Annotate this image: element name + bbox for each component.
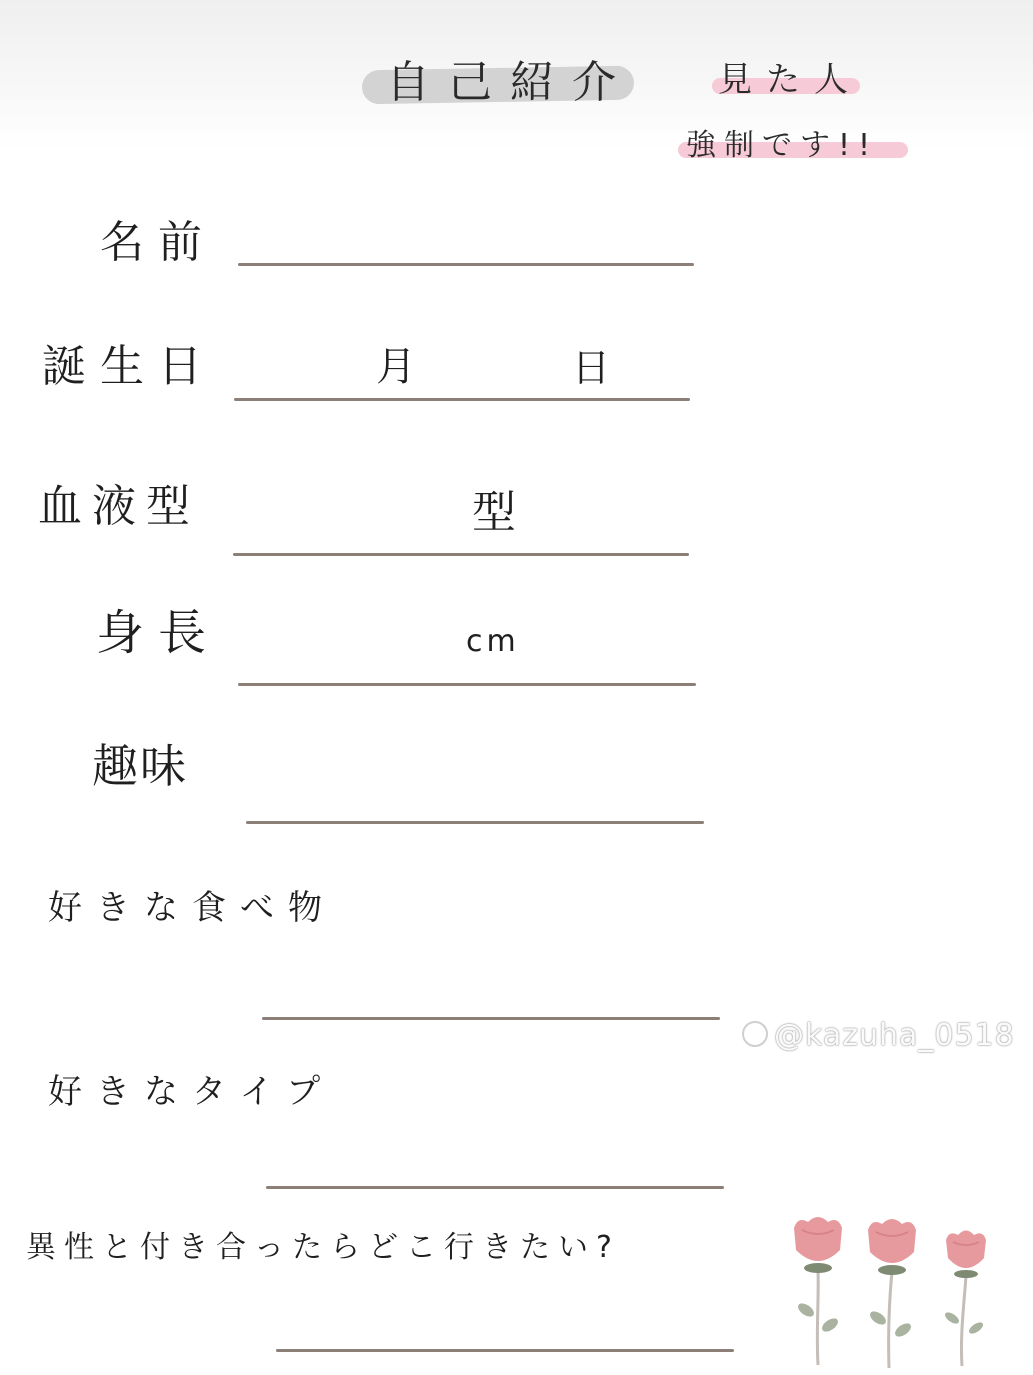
blood-type-line[interactable] [233, 553, 689, 556]
date-place-label: 異性と付き合ったらどこ行きたい? [26, 1230, 620, 1265]
hobby-line[interactable] [246, 821, 704, 824]
blood-type-label: 血液型 [38, 481, 200, 532]
rose-flowers-illustration [788, 1210, 998, 1370]
flower-right [943, 1231, 986, 1367]
name-line[interactable] [238, 263, 694, 266]
height-line[interactable] [238, 683, 696, 686]
page-title [362, 40, 634, 110]
flower-left [794, 1217, 842, 1365]
birthday-day-label: 日 [572, 346, 611, 390]
height-unit: cm [466, 624, 520, 659]
flower-middle [868, 1219, 916, 1368]
note-mandatory [686, 120, 878, 164]
watermark [742, 1018, 1015, 1053]
blood-type-suffix: 型 [472, 487, 516, 538]
birthday-month-label: 月 [376, 344, 416, 390]
watermark-logo-icon [742, 1021, 768, 1047]
birthday-line[interactable] [234, 398, 690, 401]
watermark-text: @kazuha_0518 [774, 1018, 1015, 1053]
note-seen-people [718, 52, 862, 101]
favorite-food-line[interactable] [262, 1017, 720, 1020]
favorite-type-label: 好きなタイプ [48, 1072, 335, 1112]
birthday-label: 誕生日 [42, 341, 216, 392]
favorite-food-label: 好きな食べ物 [48, 888, 336, 928]
title-text: 自己紹介 [386, 57, 634, 108]
note-line2-text: 強制です!! [686, 128, 879, 163]
height-label: 身長 [96, 605, 221, 661]
date-place-line[interactable] [276, 1349, 734, 1352]
note-line1-text: 見た人 [718, 60, 862, 100]
name-label: 名前 [100, 217, 216, 268]
favorite-type-line[interactable] [266, 1186, 724, 1189]
hobby-label: 趣味 [92, 739, 188, 793]
